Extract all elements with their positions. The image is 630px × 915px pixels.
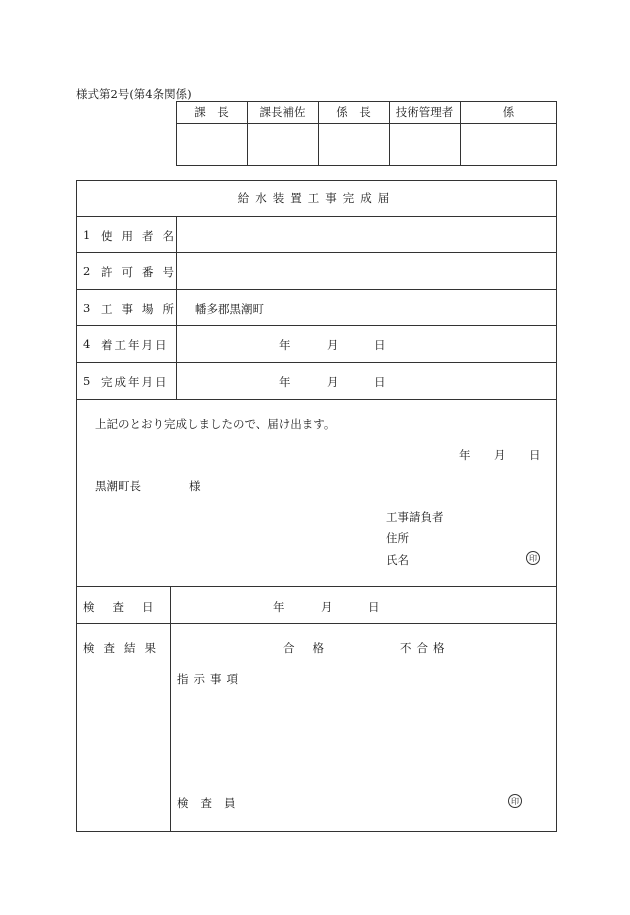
user-name-field[interactable] (195, 228, 545, 244)
row-number: 2 (83, 264, 91, 278)
address-label: 住所 (386, 531, 409, 545)
start-date-month: 月 (327, 338, 339, 352)
approval-header-deputy-chief: 課長補佐 (259, 105, 306, 119)
start-date-day: 日 (374, 338, 386, 352)
address-field[interactable] (416, 530, 541, 546)
construction-site-field[interactable]: 幡多郡黒潮町 (195, 302, 264, 316)
name-label: 氏名 (386, 553, 409, 567)
inspection-date-day: 日 (368, 600, 380, 614)
inspection-date-year: 年 (273, 600, 285, 614)
approval-header-staff: 係 (502, 105, 515, 119)
notice-date-year: 年 (459, 448, 471, 462)
start-date-label: 着工年月日 (101, 338, 169, 352)
instructions-field[interactable] (177, 690, 547, 780)
inspector-field[interactable] (240, 793, 490, 809)
honorific: 様 (189, 479, 201, 493)
addressee: 黒潮町長 (95, 479, 141, 493)
form-title: 給水装置工事完成届 (237, 191, 396, 205)
row-number: 3 (83, 301, 91, 315)
form-label: 様式第2号(第4条関係) (76, 87, 192, 101)
construction-site-label: 工事場所 (101, 302, 183, 316)
contractor-label: 工事請負者 (386, 510, 444, 524)
completion-date-year: 年 (279, 375, 291, 389)
inspection-date-label: 検査日 (83, 600, 172, 614)
approval-header-unit-chief: 係 長 (336, 105, 371, 119)
completion-date-label: 完成年月日 (101, 375, 169, 389)
approval-stamp-cell[interactable] (177, 124, 247, 165)
approval-stamp-cell[interactable] (390, 124, 460, 165)
seal-icon: 印 (508, 794, 522, 808)
start-date-year: 年 (279, 338, 291, 352)
inspector-label: 検査員 (177, 796, 248, 810)
notice-date-day: 日 (529, 448, 541, 462)
approval-header-technical-manager: 技術管理者 (395, 105, 454, 119)
completion-date-day: 日 (374, 375, 386, 389)
approval-stamp-cell[interactable] (461, 124, 556, 165)
row-number: 4 (83, 337, 91, 351)
permit-number-field[interactable] (195, 264, 545, 280)
permit-number-label: 許可番号 (101, 265, 183, 279)
approval-stamp-cell[interactable] (248, 124, 318, 165)
row-number: 1 (83, 228, 91, 242)
inspection-result-label: 検査結果 (83, 641, 165, 655)
approval-stamp-cell[interactable] (319, 124, 389, 165)
approval-header-section-chief: 課 長 (194, 105, 229, 119)
fail-option[interactable]: 不合格 (400, 641, 450, 655)
completion-date-month: 月 (327, 375, 339, 389)
notice-text: 上記のとおり完成しましたので、届け出ます。 (95, 417, 336, 431)
name-field[interactable] (416, 552, 516, 568)
pass-option[interactable]: 合格 (283, 641, 342, 655)
notice-date-month: 月 (494, 448, 506, 462)
seal-icon: 印 (526, 551, 540, 565)
instructions-label: 指示事項 (177, 672, 243, 686)
inspection-date-month: 月 (321, 600, 333, 614)
row-number: 5 (83, 374, 91, 388)
user-name-label: 使用者名 (101, 229, 183, 243)
